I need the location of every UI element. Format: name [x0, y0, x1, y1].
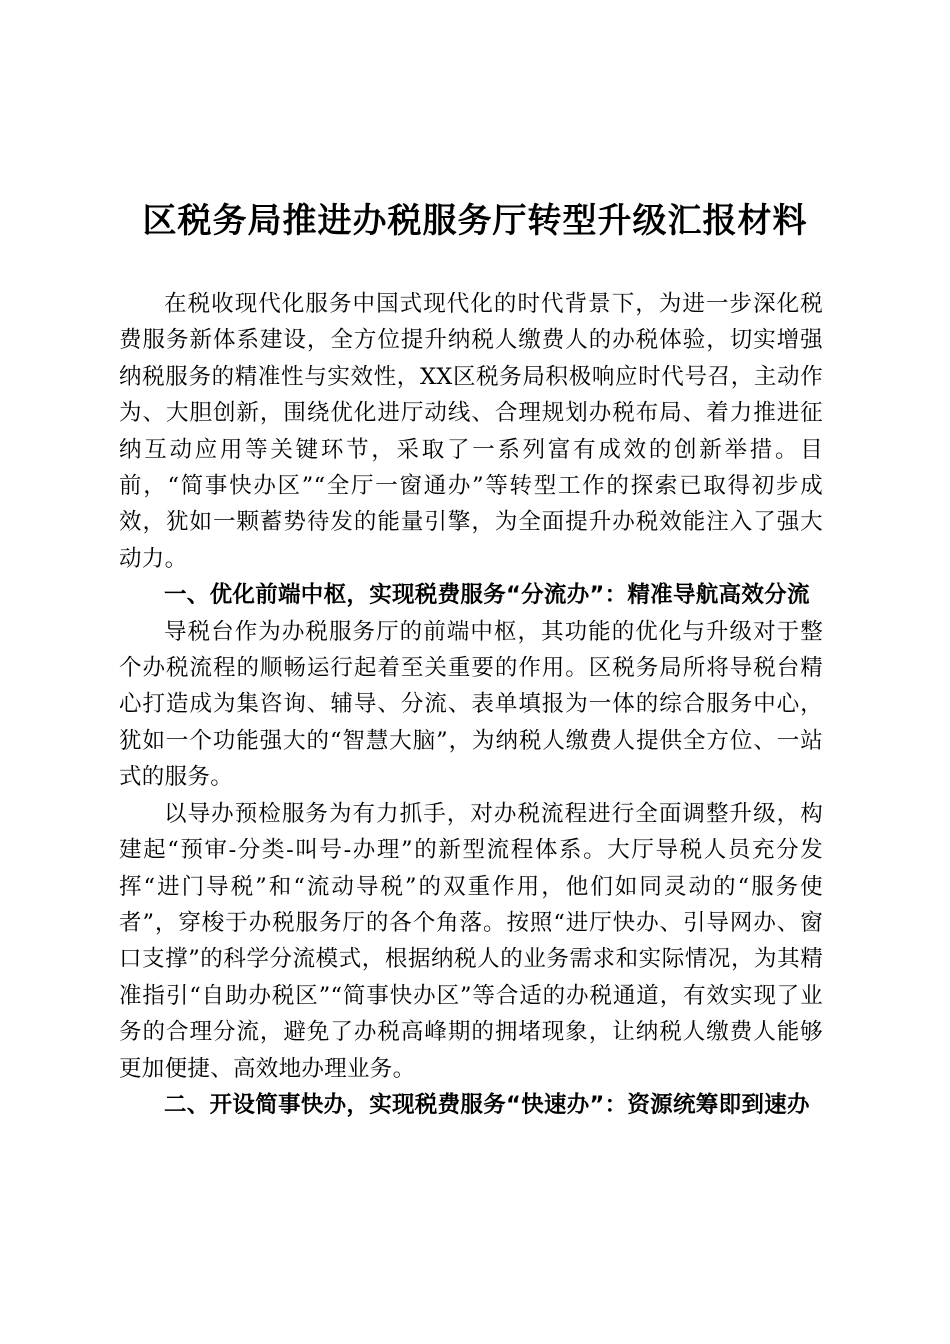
paragraph-intro: 在税收现代化服务中国式现代化的时代背景下，为进一步深化税费服务新体系建设，全方位提升纳税人缴费人的办税体验，切实增强纳税服务的精准性与实效性，XX区税务局积极响应时代号召，主动作为、大胆创新，围绕优化进厅动线、合理规划办税布局、着力推进征纳互动应用等关键环节，采取了一系列富有成效的创新举措。目前，“简事快办区”“全厅一窗通办”等转型工作的探索已取得初步成效，犹如一颗蓄势待发的能量引擎，为全面提升办税效能注入了强大动力。 [119, 291, 823, 572]
document-body [119, 286, 823, 1123]
document-title: 区税务局推进办税服务厅转型升级汇报材料 [142, 201, 808, 241]
section-heading-1: 一、优化前端中枢，实现税费服务“分流办”：精准导航高效分流 [164, 582, 810, 609]
paragraph-section1-a: 导税台作为办税服务厅的前端中枢，其功能的优化与升级对于整个办税流程的顺畅运行起着至关重要的作用。区税务局所将导税台精心打造成为集咨询、辅导、分流、表单填报为一体的综合服务中心，犹如一个功能强大的“智慧大脑”，为纳税人缴费人提供全方位、一站式的服务。 [119, 618, 823, 791]
section-heading-2: 二、开设简事快办，实现税费服务“快速办”：资源统筹即到速办 [164, 1091, 810, 1118]
paragraph-section1-b: 以导办预检服务为有力抓手，对办税流程进行全面调整升级，构建起“预审-分类-叫号-办理”的新型流程体系。大厅导税人员充分发挥“进门导税”和“流动导税”的双重作用，他们如同灵动的“服务使者”，穿梭于办税服务厅的各个角落。按照“进厅快办、引导网办、窗口支撑”的科学分流模式，根据纳税人的业务需求和实际情况，为其精准指引“自助办税区”“简事快办区”等合适的办税通道，有效实现了业务的合理分流，避免了办税高峰期的拥堵现象，让纳税人缴费人能够更加便捷、高效地办理业务。 [119, 800, 823, 1082]
